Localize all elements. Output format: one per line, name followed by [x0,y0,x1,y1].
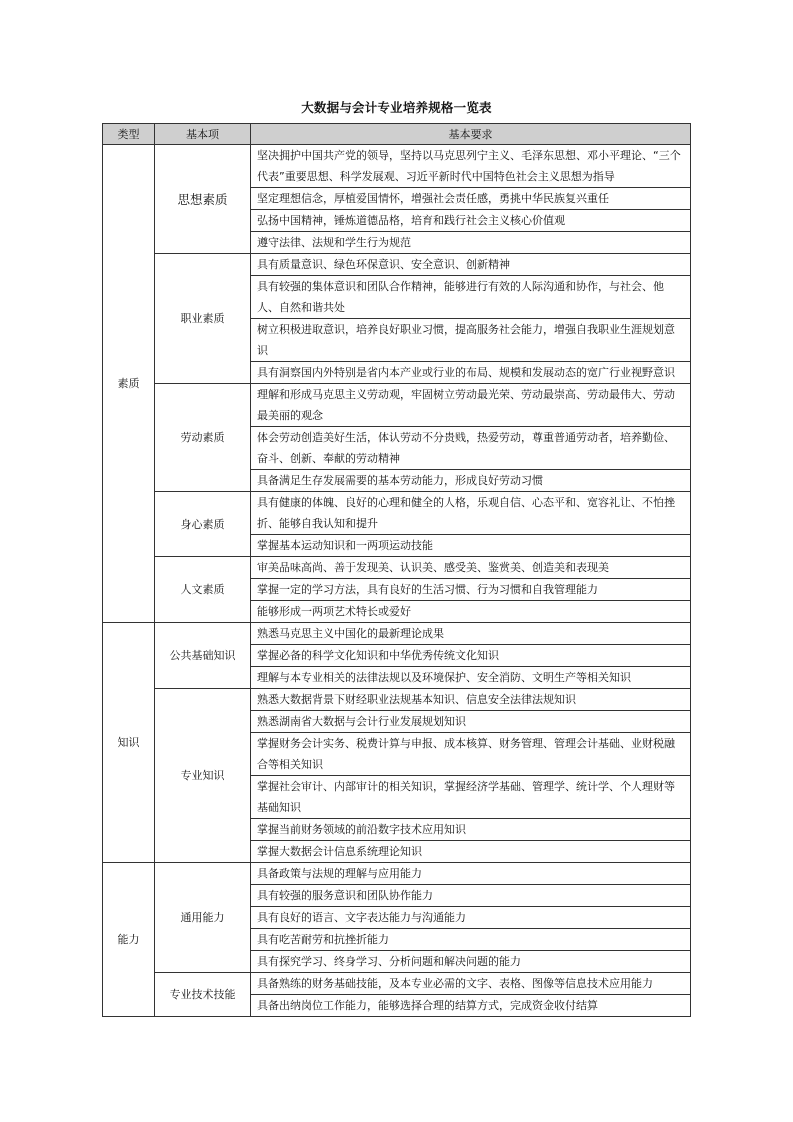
type-cell-knowledge: 知识 [103,623,155,863]
page-title: 大数据与会计专业培养规格一览表 [301,100,492,115]
item-cell-general-ability: 通用能力 [155,863,251,973]
requirement-cell: 掌握大数据会计信息系统理论知识 [251,841,691,863]
requirement-cell: 掌握必备的科学文化知识和中华优秀传统文化知识 [251,645,691,667]
requirement-cell: 能够形成一两项艺术特长或爱好 [251,601,691,623]
requirement-cell: 具备熟练的财务基础技能，及本专业必需的文字、表格、图像等信息技术应用能力 [251,973,691,995]
requirement-cell: 具有较强的服务意识和团队协作能力 [251,885,691,907]
requirement-cell: 审美品味高尚、善于发现美、认识美、感受美、鉴赏美、创造美和表现美 [251,557,691,579]
requirement-cell: 弘扬中国精神，锤炼道德品格，培育和践行社会主义核心价值观 [251,210,691,232]
table-row [103,254,691,276]
table-row [103,492,691,535]
requirement-cell: 熟悉马克思主义中国化的最新理论成果 [251,623,691,645]
requirement-cell: 具有良好的语言、文字表达能力与沟通能力 [251,907,691,929]
requirement-cell: 掌握社会审计、内部审计的相关知识，掌握经济学基础、管理学、统计学、个人理财等基础知识 [251,776,691,819]
type-cell-ability: 能力 [103,863,155,1017]
requirement-cell: 掌握财务会计实务、税费计算与申报、成本核算、财务管理、管理会计基础、业财税融合等相关知识 [251,733,691,776]
requirement-cell: 掌握一定的学习方法，具有良好的生活习惯、行为习惯和自我管理能力 [251,579,691,601]
item-cell-physical-mental: 身心素质 [155,492,251,557]
item-cell-ideology: 思想素质 [155,145,251,254]
requirement-cell: 具备满足生存发展需要的基本劳动能力，形成良好劳动习惯 [251,470,691,492]
table-row [103,145,691,188]
requirement-cell: 具有吃苦耐劳和抗挫折能力 [251,929,691,951]
item-cell-humanities: 人文素质 [155,557,251,623]
requirement-cell: 具备出纳岗位工作能力，能够选择合理的结算方式，完成资金收付结算 [251,995,691,1017]
table-row [103,863,691,885]
requirement-cell: 具有探究学习、终身学习、分析问题和解决问题的能力 [251,951,691,973]
item-cell-specialty: 专业知识 [155,689,251,863]
requirement-cell: 体会劳动创造美好生活，体认劳动不分贵贱，热爱劳动，尊重普通劳动者，培养勤俭、奋斗、创新、奉献的劳动精神 [251,427,691,470]
requirement-cell: 熟悉湖南省大数据与会计行业发展规划知识 [251,711,691,733]
requirement-cell: 理解和形成马克思主义劳动观，牢固树立劳动最光荣、劳动最崇高、劳动最伟大、劳动最美丽的观念 [251,384,691,427]
table-row [103,623,691,645]
requirement-cell: 坚定理想信念，厚植爱国情怀，增强社会责任感，勇挑中华民族复兴重任 [251,188,691,210]
requirement-cell: 掌握当前财务领域的前沿数字技术应用知识 [251,819,691,841]
requirement-cell: 具有质量意识、绿色环保意识、安全意识、创新精神 [251,254,691,276]
requirement-cell: 具有较强的集体意识和团队合作精神，能够进行有效的人际沟通和协作，与社会、他人、自然和谐共处 [251,276,691,319]
requirement-cell: 具有健康的体魄、良好的心理和健全的人格，乐观自信、心态平和、宽容礼让、不怕挫折、能够自我认知和提升 [251,492,691,535]
type-cell-quality: 素质 [103,145,155,623]
spec-table [102,123,691,1017]
requirement-cell: 熟悉大数据背景下财经职业法规基本知识、信息安全法律法规知识 [251,689,691,711]
requirement-cell: 理解与本专业相关的法律法规以及环境保护、安全消防、文明生产等相关知识 [251,667,691,689]
requirement-cell: 掌握基本运动知识和一两项运动技能 [251,535,691,557]
requirement-cell: 具备政策与法规的理解与应用能力 [251,863,691,885]
requirement-cell: 树立积极进取意识，培养良好职业习惯，提高服务社会能力，增强自我职业生涯规划意识 [251,319,691,362]
requirement-cell: 坚决拥护中国共产党的领导，坚持以马克思列宁主义、毛泽东思想、邓小平理论、“三个代表”重要思想、科学发展观、习近平新时代中国特色社会主义思想为指导 [251,145,691,188]
table-row [103,384,691,427]
table-row [103,689,691,711]
header-requirement: 基本要求 [251,124,691,145]
table-row [103,557,691,579]
table-header-row [103,124,691,145]
header-type: 类型 [103,124,155,145]
item-cell-public-basic: 公共基础知识 [155,623,251,689]
item-cell-technical-skills: 专业技术技能 [155,973,251,1017]
requirement-cell: 具有洞察国内外特别是省内本产业或行业的布局、规模和发展动态的宽广行业视野意识 [251,362,691,384]
item-cell-labor: 劳动素质 [155,384,251,492]
table-row [103,973,691,995]
item-cell-professional: 职业素质 [155,254,251,384]
requirement-cell: 遵守法律、法规和学生行为规范 [251,232,691,254]
header-item: 基本项 [155,124,251,145]
